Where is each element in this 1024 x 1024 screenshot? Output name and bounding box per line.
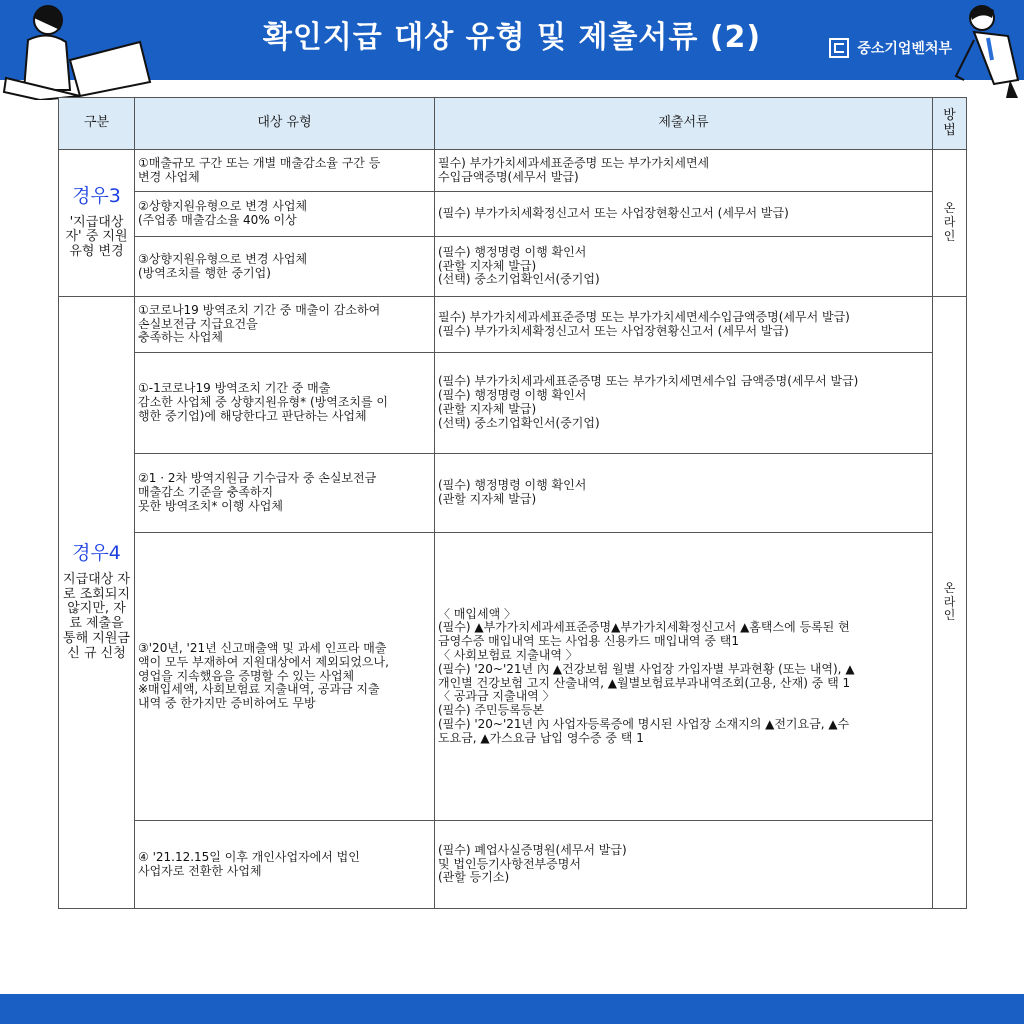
table-header-row bbox=[59, 98, 967, 150]
documents-cell: 필수) 부가가치세과세표준증명 또는 부가가치세면세수입금액증명(세무서 발급) (필수) 부가가치세확정신고서 또는 사업장현황신고서 (세무서 발급) bbox=[435, 297, 933, 353]
case4-category-cell bbox=[59, 297, 135, 909]
target-type-cell: ①매출규모 구간 또는 개별 매출감소율 구간 등 변경 사업체 bbox=[135, 150, 435, 192]
case4-method-cell: 온 라 인 bbox=[933, 297, 967, 909]
target-type-cell: ④ '21.12.15일 이후 개인사업자에서 법인 사업자로 전환한 사업체 bbox=[135, 821, 435, 909]
documents-cell: 〈 매입세액 〉 (필수) ▲부가가치세과세표준증명▲부가가치세확정신고서 ▲홈택스에 등록된 현 금영수증 매입내역 또는 사업용 신용카드 매입내역 중 택1 〈 사회보험료 지출내역 〉 (필수) '20~'21년 內 ▲건강보험 월별 사업장 가입자별 부과현황 (또는 내역), ▲ 개인별 건강보험 고지 산출내역, ▲월별보험료부과내역조회(고용, 산재) 중 택 1 〈 공과금 지출내역 〉 (필수) 주민등록등본 (필수) '20~'21년 內 사업자등록증에 명시된 사업장 소재지의 ▲전기요금, ▲수 도요금, ▲가스요금 납입 영수증 중 택 1 bbox=[435, 533, 933, 821]
documents-cell: (필수) 폐업사실증명원(세무서 발급) 및 법인등기사항전부증명서 (관할 등기소) bbox=[435, 821, 933, 909]
target-type-cell: ②상향지원유형으로 변경 사업체 (주업종 매출감소율 40% 이상 bbox=[135, 192, 435, 237]
case4-label: 경우4 bbox=[72, 541, 121, 564]
table-row bbox=[59, 297, 967, 353]
case3-description: '지급대상 자' 중 지원 유형 변경 bbox=[65, 214, 128, 260]
case3-label: 경우3 bbox=[72, 184, 121, 207]
documents-cell: (필수) 부가가치세확정신고서 또는 사업장현황신고서 (세무서 발급) bbox=[435, 192, 933, 237]
header-category: 구분 bbox=[59, 98, 135, 150]
table-row bbox=[59, 533, 967, 821]
footer-bar bbox=[0, 994, 1024, 1024]
target-type-cell: ①-1코로나19 방역조치 기간 중 매출 감소한 사업체 중 상향지원유형* (방역조치를 이 행한 중기업)에 해당한다고 판단하는 사업체 bbox=[135, 353, 435, 454]
table-row bbox=[59, 454, 967, 533]
documents-cell: (필수) 부가가치세과세표준증명 또는 부가가치세면세수입 금액증명(세무서 발급) (필수) 행정명령 이행 확인서 (관할 지자체 발급) (선택) 중소기업확인서(중기업) bbox=[435, 353, 933, 454]
documents-cell: 필수) 부가가치세과세표준증명 또는 부가가치세면세 수입금액증명(세무서 발급) bbox=[435, 150, 933, 192]
target-type-cell: ③상향지원유형으로 변경 사업체 (방역조치를 행한 중기업) bbox=[135, 237, 435, 297]
ministry-logo-icon bbox=[829, 38, 849, 58]
target-type-cell: ②1 · 2차 방역지원금 기수급자 중 손실보전금 매출감소 기준을 충족하지 못한 방역조치* 이행 사업체 bbox=[135, 454, 435, 533]
table-row bbox=[59, 353, 967, 454]
documents-cell: (필수) 행정명령 이행 확인서 (관할 지자체 발급) bbox=[435, 454, 933, 533]
brand-name: 중소기업벤처부 bbox=[857, 41, 952, 57]
table-row bbox=[59, 237, 967, 297]
target-type-cell: ①코로나19 방역조치 기간 중 매출이 감소하여 손실보전금 지급요건을 충족하는 사업체 bbox=[135, 297, 435, 353]
eligibility-documents-table bbox=[58, 97, 967, 909]
header-documents: 제출서류 bbox=[435, 98, 933, 150]
page-title: 확인지급 대상 유형 및 제출서류 (2) bbox=[262, 20, 762, 55]
man-leaning-illustration bbox=[934, 0, 1024, 100]
woman-with-laptop-illustration bbox=[0, 0, 160, 100]
header-method: 방 법 bbox=[933, 98, 967, 150]
case3-method-cell: 온 라 인 bbox=[933, 150, 967, 297]
target-type-cell: ③'20년, '21년 신고매출액 및 과세 인프라 매출 액이 모두 부재하여 지원대상에서 제외되었으나, 영업을 지속했음을 증명할 수 있는 사업체 ※매입세액, 사회보험료 지출내역, 공과금 지출 내역 중 한가지만 증비하여도 무방 bbox=[135, 533, 435, 821]
case3-category-cell bbox=[59, 150, 135, 297]
documents-cell: (필수) 행정명령 이행 확인서 (관할 지자체 발급) (선택) 중소기업확인서(중기업) bbox=[435, 237, 933, 297]
table-row bbox=[59, 821, 967, 909]
table-row bbox=[59, 192, 967, 237]
case4-description: 지급대상 자 로 조회되지 않지만, 자료 제출을 통해 지원금 신 규 신청 bbox=[63, 571, 130, 662]
table-row bbox=[59, 150, 967, 192]
header-target-type: 대상 유형 bbox=[135, 98, 435, 150]
